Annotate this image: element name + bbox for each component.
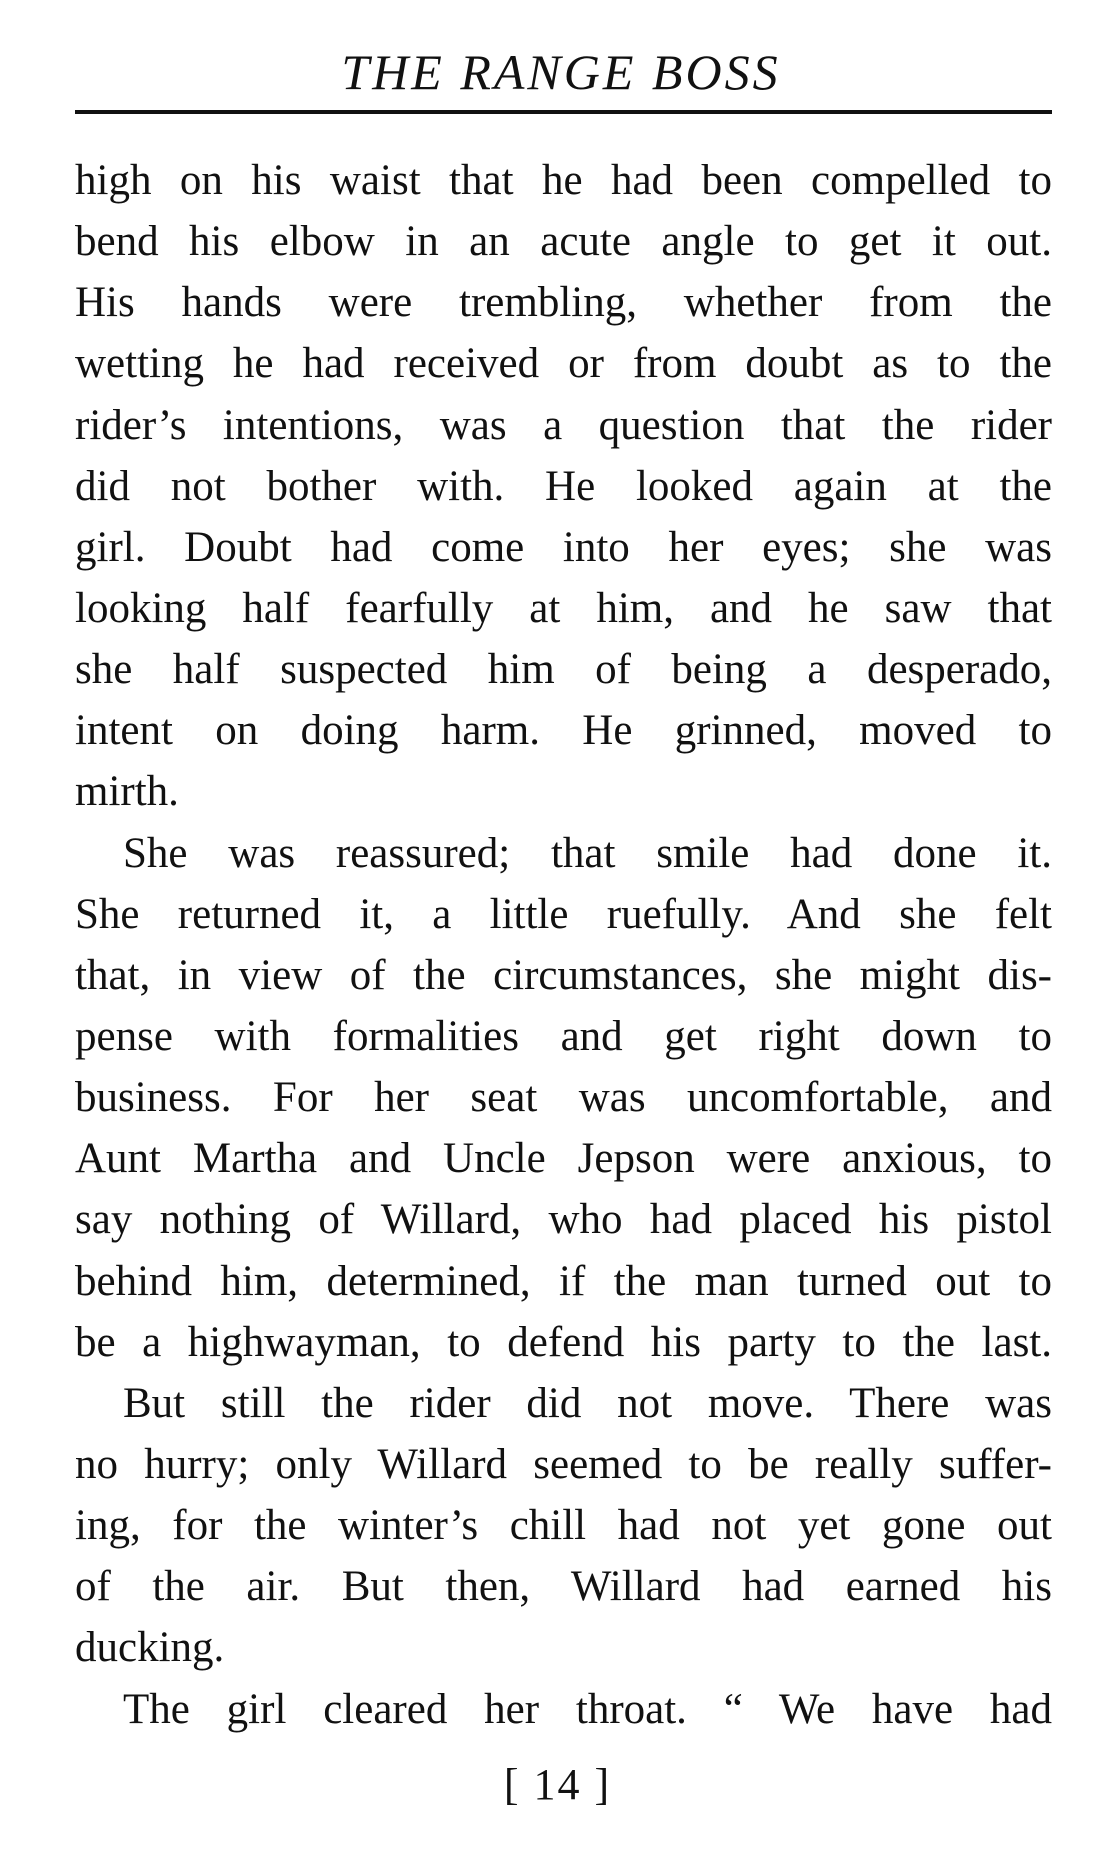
text-line: ducking.	[75, 1624, 225, 1672]
text-line: of the air. But then, Willard had earned his	[75, 1563, 1052, 1611]
page-number: [ 14 ]	[503, 1760, 612, 1809]
text-line: she half suspected him of being a desperado,	[75, 646, 1052, 694]
text-line: She was reassured; that smile had done it.	[123, 829, 1052, 877]
text-line: girl. Doubt had come into her eyes; she was	[75, 523, 1052, 571]
body-text	[75, 150, 1052, 1740]
text-line: be a highwayman, to defend his party to the last.	[75, 1318, 1052, 1366]
text-line: rider’s intentions, was a question that the rider	[75, 401, 1052, 449]
text-line: no hurry; only Willard seemed to be really suffer-	[75, 1440, 1052, 1488]
text-line: intent on doing harm. He grinned, moved to	[75, 707, 1052, 755]
text-line: business. For her seat was uncomfortable, and	[75, 1074, 1052, 1122]
text-line: looking half fearfully at him, and he saw that	[75, 584, 1052, 632]
text-line: But still the rider did not move. There was	[123, 1379, 1052, 1427]
text-line: behind him, determined, if the man turned out to	[75, 1257, 1052, 1305]
text-line: high on his waist that he had been compelled to	[75, 157, 1052, 204]
text-line: The girl cleared her throat. “ We have had	[123, 1685, 1052, 1733]
text-line: Aunt Martha and Uncle Jepson were anxious, to	[75, 1135, 1052, 1183]
text-line: bend his elbow in an acute angle to get it out.	[75, 218, 1052, 266]
header-rule	[75, 110, 1052, 114]
text-line: pense with formalities and get right down to	[75, 1012, 1052, 1060]
text-line: His hands were trembling, whether from the	[75, 279, 1052, 327]
text-line: She returned it, a little ruefully. And she felt	[75, 890, 1052, 938]
text-line: ing, for the winter’s chill had not yet gone out	[75, 1502, 1052, 1550]
running-title: THE RANGE BOSS	[341, 44, 781, 100]
text-line: did not bother with. He looked again at the	[75, 462, 1052, 510]
text-line: wetting he had received or from doubt as to the	[75, 340, 1052, 388]
text-line: say nothing of Willard, who had placed his pistol	[75, 1196, 1052, 1244]
text-line: mirth.	[75, 768, 179, 816]
text-line: that, in view of the circumstances, she might dis-	[75, 951, 1052, 999]
